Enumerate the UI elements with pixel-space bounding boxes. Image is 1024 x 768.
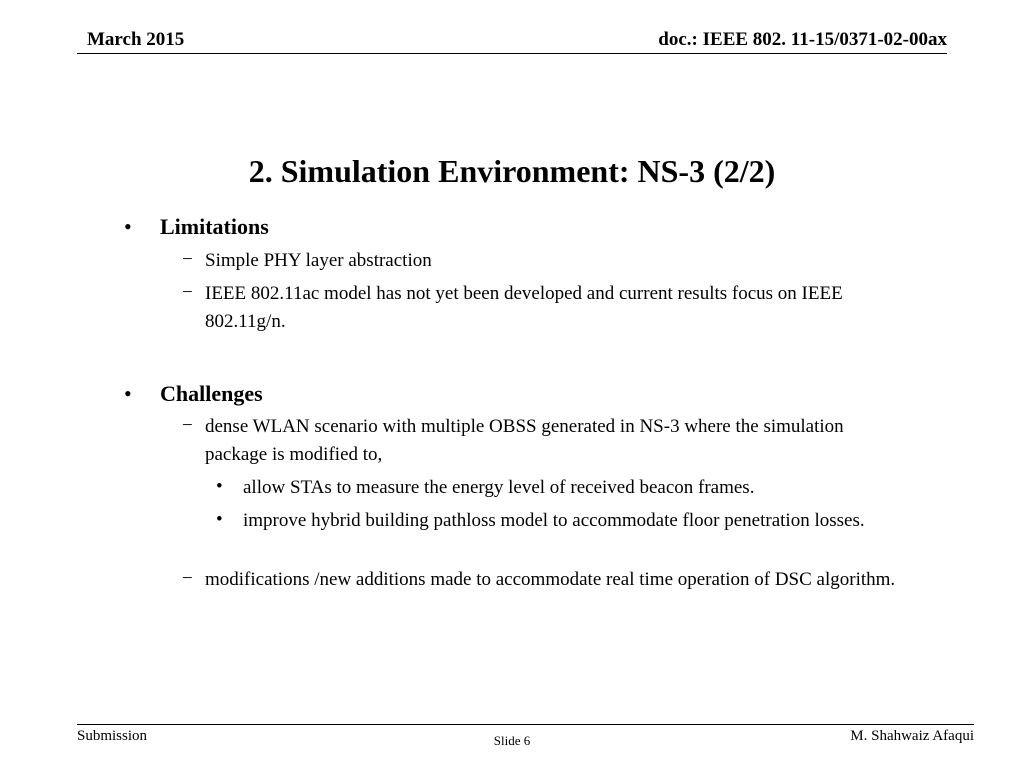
dash-marker: −	[182, 415, 193, 436]
list-item: dense WLAN scenario with multiple OBSS generated in NS-3 where the simulation package is modified to,	[205, 416, 844, 465]
sub-list-item: allow STAs to measure the energy level of received beacon frames.	[243, 477, 755, 498]
dash-marker: −	[182, 568, 193, 589]
header-date: March 2015	[87, 29, 185, 50]
slide-title: 2. Simulation Environment: NS-3 (2/2)	[248, 153, 776, 189]
bullet-marker: •	[124, 214, 132, 239]
header-divider	[77, 53, 947, 54]
section-heading-challenges: Challenges	[160, 381, 263, 406]
footer-author: M. Shahwaiz Afaqui	[850, 728, 974, 744]
bullet-marker: •	[124, 381, 132, 406]
sub-bullet-marker: •	[216, 476, 223, 497]
dash-marker: −	[182, 249, 193, 270]
sub-list-item: improve hybrid building pathloss model to accommodate floor penetration losses.	[243, 510, 865, 531]
footer-slide-number: Slide 6	[493, 733, 531, 748]
list-item: IEEE 802.11ac model has not yet been developed and current results focus on IEEE 802.11g/n.	[205, 283, 843, 332]
sub-bullet-marker: •	[216, 509, 223, 530]
footer-divider	[77, 724, 974, 725]
section-heading-limitations: Limitations	[160, 214, 269, 239]
footer-submission: Submission	[77, 728, 148, 744]
list-item: Simple PHY layer abstraction	[205, 250, 432, 271]
list-item: modifications /new additions made to accommodate real time operation of DSC algorithm.	[205, 569, 896, 590]
dash-marker: −	[182, 282, 193, 303]
header-doc-id: doc.: IEEE 802. 11-15/0371-02-00ax	[658, 29, 947, 50]
